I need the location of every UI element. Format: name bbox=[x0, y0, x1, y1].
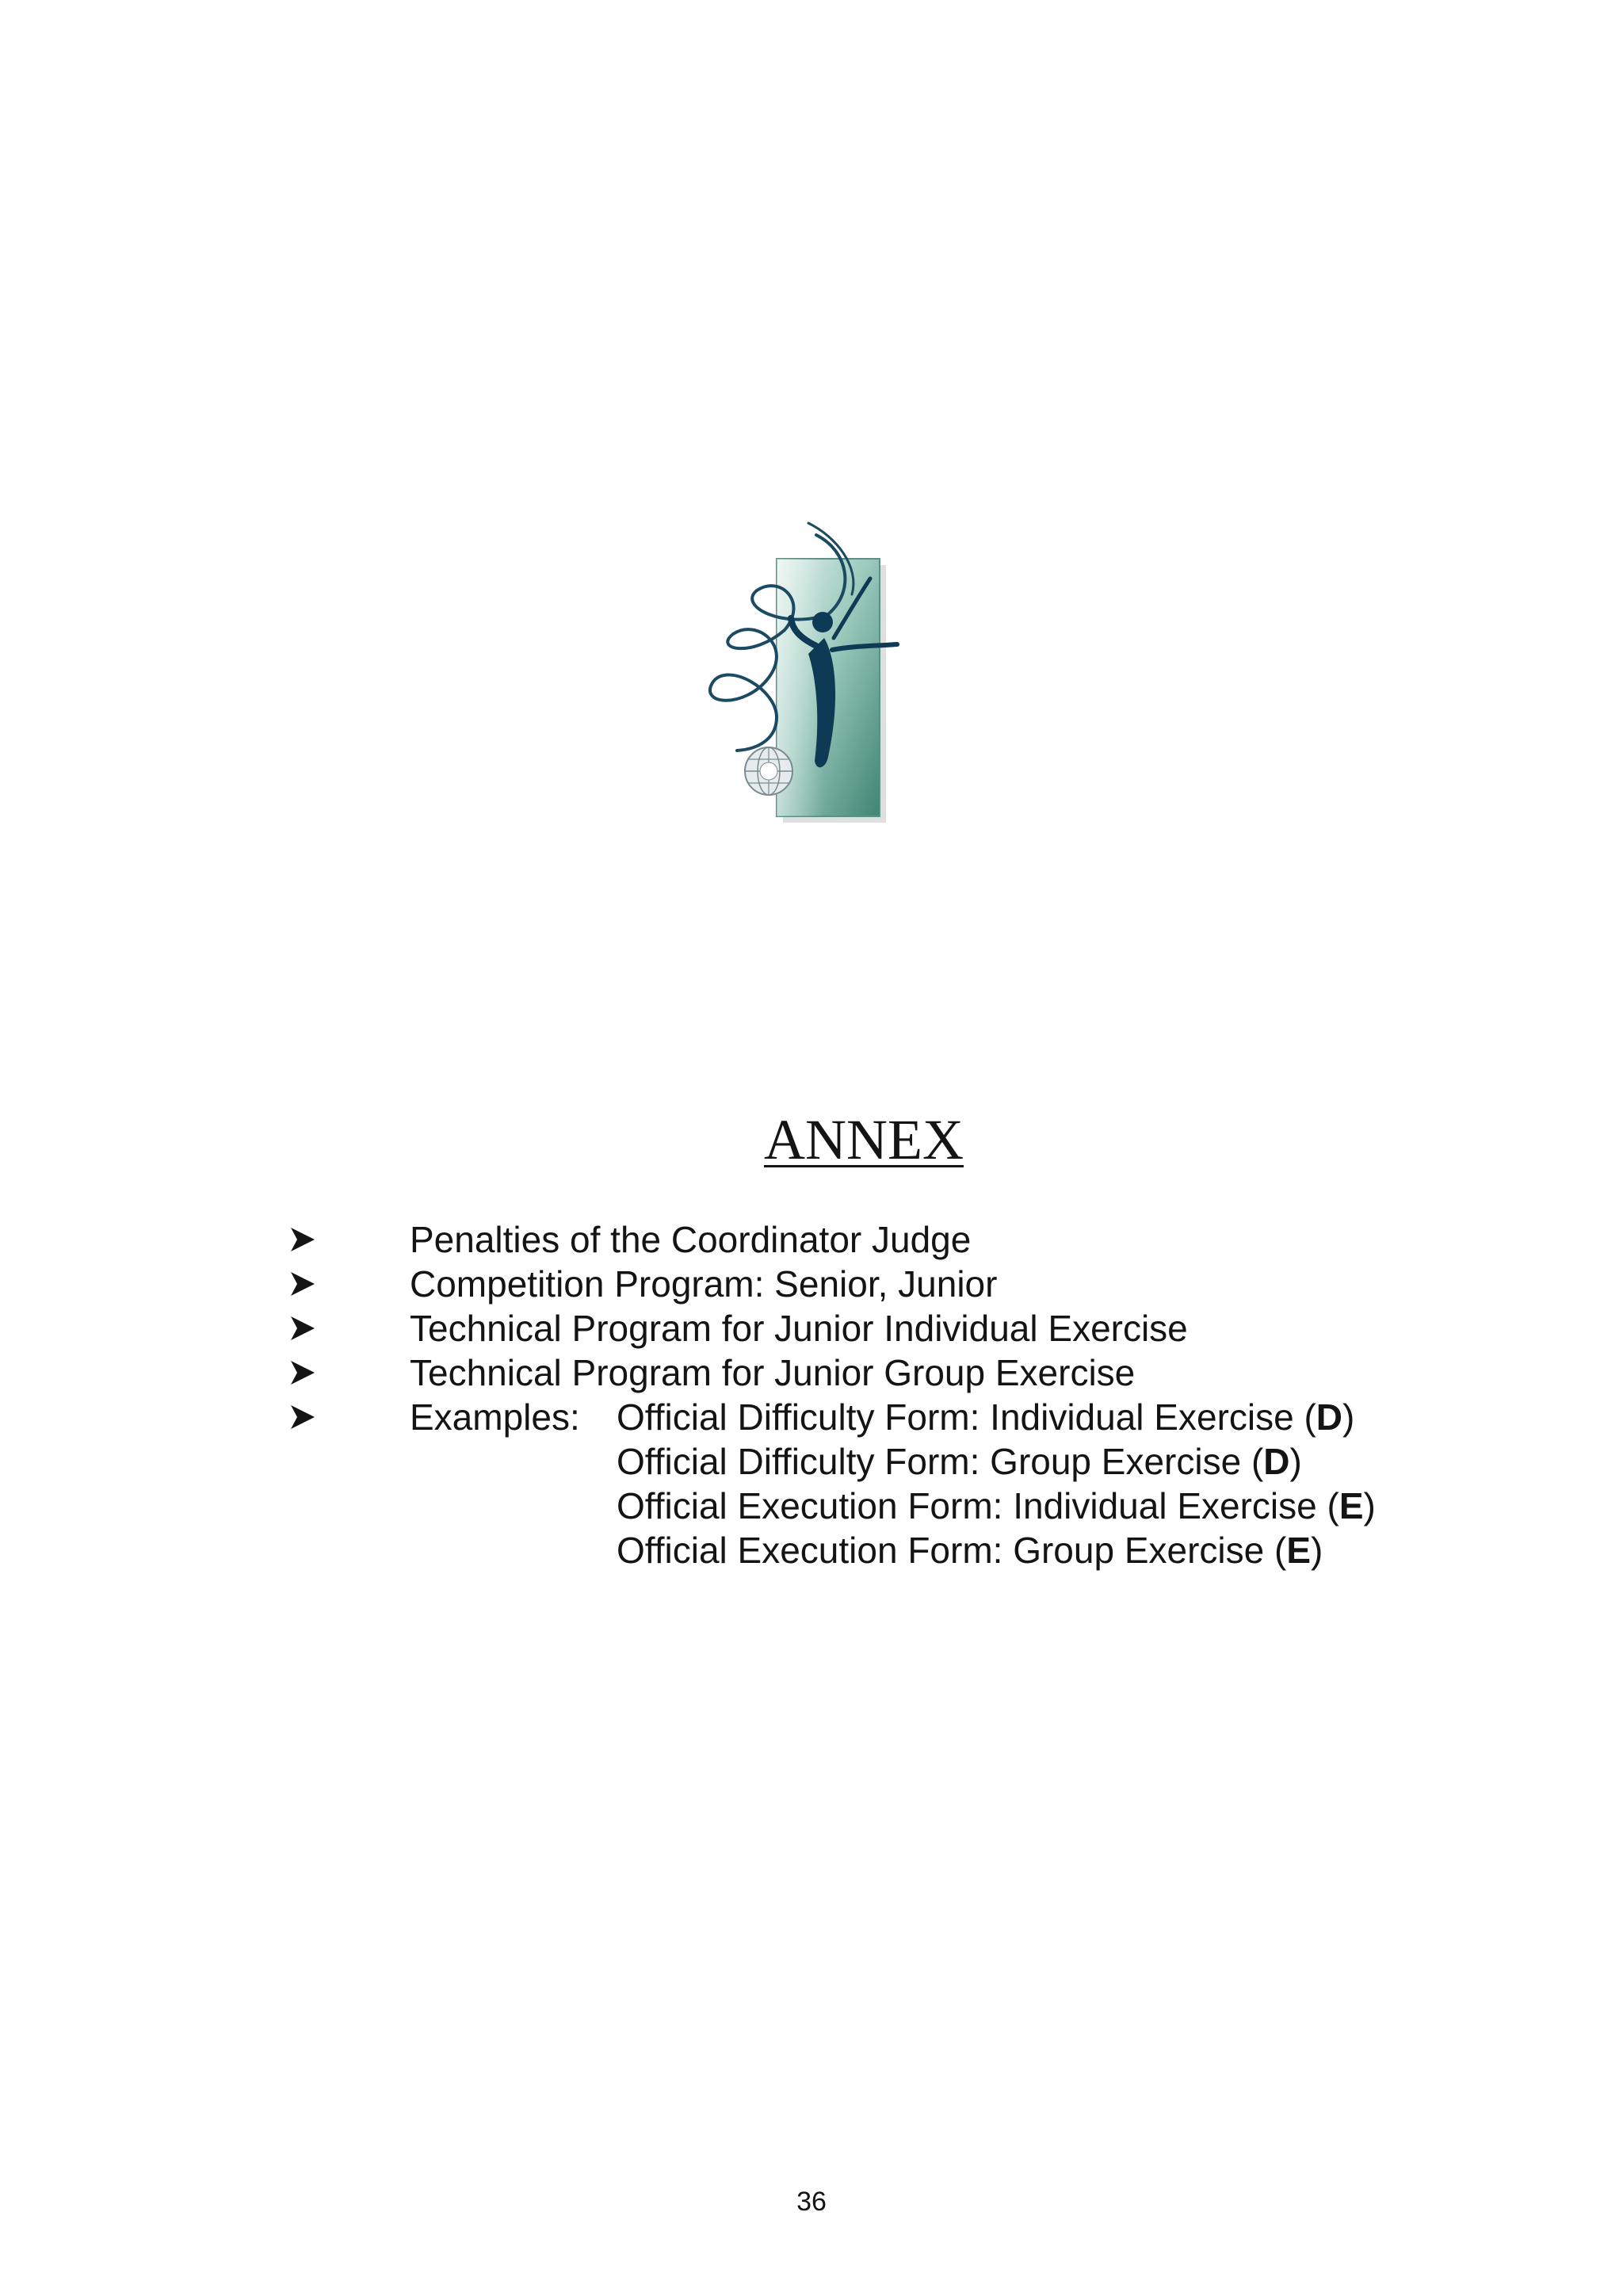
example-entry bbox=[617, 1439, 1302, 1484]
annex-title: ANNEX bbox=[764, 1108, 964, 1171]
example-entry bbox=[617, 1528, 1323, 1572]
list-item-text: Technical Program for Junior Individual Exercise bbox=[410, 1308, 1188, 1349]
arrowhead-bullet-icon bbox=[289, 1262, 321, 1306]
list-item-text: Penalties of the Coordinator Judge bbox=[410, 1219, 972, 1260]
examples-item bbox=[0, 1395, 1623, 1439]
arrowhead-bullet-icon bbox=[289, 1395, 321, 1439]
list-item bbox=[0, 1262, 1623, 1306]
example-entry-code: E bbox=[1286, 1530, 1312, 1571]
example-entry-close: ) bbox=[1342, 1396, 1355, 1438]
fig-rhythmic-gymnastics-logo-icon bbox=[689, 519, 927, 832]
example-row bbox=[0, 1528, 1623, 1572]
list-item bbox=[0, 1217, 1623, 1262]
annex-contents-list bbox=[0, 1217, 1623, 1572]
list-item-text: Competition Program: Senior, Junior bbox=[410, 1263, 998, 1305]
example-entry-close: ) bbox=[1311, 1530, 1323, 1571]
arrowhead-bullet-icon bbox=[289, 1306, 321, 1350]
example-row bbox=[0, 1439, 1623, 1484]
arrowhead-bullet-icon bbox=[289, 1350, 321, 1395]
arrowhead-bullet-icon bbox=[289, 1217, 321, 1262]
example-entry-code: D bbox=[1316, 1396, 1343, 1438]
example-entry-text: Official Difficulty Form: Individual Exercise ( bbox=[617, 1396, 1316, 1438]
list-item bbox=[0, 1350, 1623, 1395]
example-entry-text: Official Difficulty Form: Group Exercise ( bbox=[617, 1441, 1264, 1482]
list-item-text: Technical Program for Junior Group Exercise bbox=[410, 1352, 1136, 1393]
example-entry-close: ) bbox=[1363, 1485, 1376, 1526]
list-item bbox=[0, 1306, 1623, 1350]
example-entry-text: Official Execution Form: Group Exercise ( bbox=[617, 1530, 1287, 1571]
example-entry-close: ) bbox=[1289, 1441, 1302, 1482]
example-row bbox=[0, 1484, 1623, 1528]
example-entry-code: D bbox=[1263, 1441, 1290, 1482]
example-entry-code: E bbox=[1338, 1485, 1364, 1526]
example-entry bbox=[617, 1484, 1376, 1528]
example-entry-text: Official Execution Form: Individual Exercise ( bbox=[617, 1485, 1339, 1526]
examples-label: Examples: bbox=[410, 1396, 580, 1438]
example-entry bbox=[617, 1395, 1354, 1439]
page-number: 36 bbox=[796, 2187, 827, 2217]
